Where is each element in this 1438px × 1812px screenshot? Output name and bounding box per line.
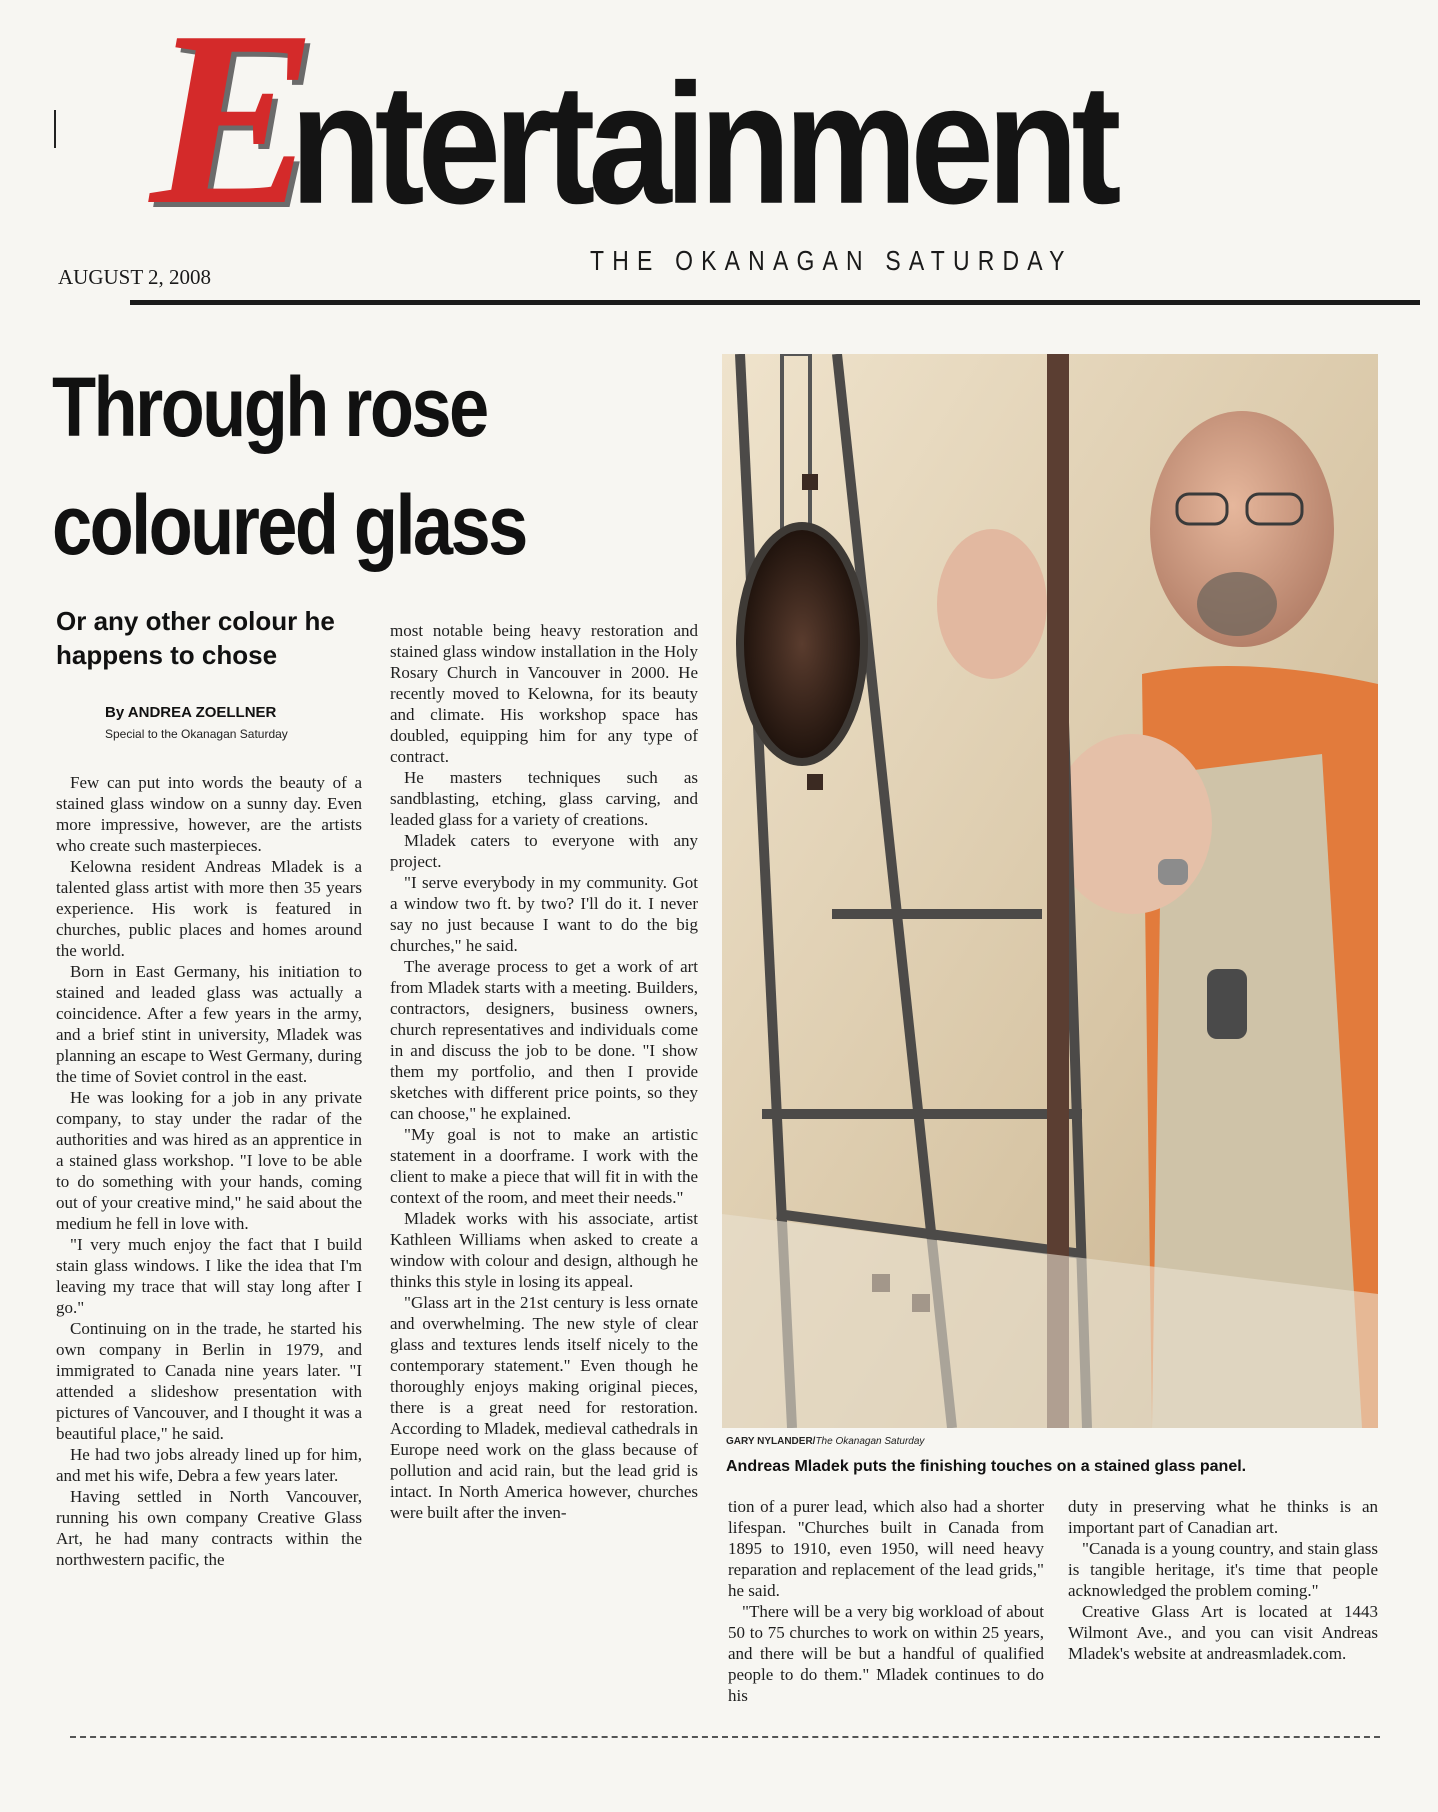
paragraph: The average process to get a work of art from Mladek starts with a meeting. Builders, contractors, designers, business owners, church representatives and individuals come in and discuss the job to be done. "I show them my portfolio, and then I provide sketches with different price points, so they can choose," he explained. <box>390 957 698 1123</box>
paragraph: most notable being heavy restoration and stained glass window installation in the Holy Rosary Church in Vancouver in 2000. He recently moved to Kelowna, for its beauty and climate. His workshop space has doubled, equipping him for any type of contract. <box>390 621 698 766</box>
photo-illustration <box>722 354 1378 1428</box>
paragraph: "I serve everybody in my community. Got a window two ft. by two? I'll do it. I never say no just because I want to do the big churches," he said. <box>390 873 698 955</box>
article-column-3 <box>728 1496 1044 1706</box>
byline-affiliation: Special to the Okanagan Saturday <box>105 727 288 741</box>
paragraph: "There will be a very big workload of about 50 to 75 churches to work on within 25 years, and there will be but a handful of qualified people to do them." Mladek continues to do his <box>728 1602 1044 1705</box>
paragraph: duty in preserving what he thinks is an important part of Canadian art. <box>1068 1497 1378 1537</box>
paragraph: "I very much enjoy the fact that I build stain glass windows. I like the idea that I'm leaving my trace that will stay long after I go." <box>56 1235 362 1317</box>
headline-line-2: coloured glass <box>52 478 526 572</box>
paragraph: He had two jobs already lined up for him, and met his wife, Debra a few years later. <box>56 1445 362 1485</box>
paragraph: Continuing on in the trade, he started his own company in Berlin in 1979, and immigrated to Canada nine years later. "I attended a slideshow presentation with pictures of Vancouver, and I thought it was a beautiful place," he said. <box>56 1319 362 1443</box>
byline: By ANDREA ZOELLNER <box>105 704 277 721</box>
photo-credit-name: GARY NYLANDER/ <box>726 1436 816 1447</box>
headline-line-1: Through rose <box>52 360 487 454</box>
paragraph: Kelowna resident Andreas Mladek is a talented glass artist with more then 35 years experience. His work is featured in churches, public places and homes around the world. <box>56 857 362 960</box>
masthead-area <box>0 0 1438 300</box>
logo-initial: E <box>150 0 317 257</box>
issue-date: AUGUST 2, 2008 <box>58 265 212 289</box>
paragraph: "My goal is not to make an artistic statement in a doorframe. I work with the client to make a piece that will fit in with the context of the room, and meet their needs." <box>390 1125 698 1207</box>
paragraph: Few can put into words the beauty of a stained glass window on a sunny day. Even more impressive, however, are the artists who create such masterpieces. <box>56 773 362 855</box>
article-column-2 <box>390 620 698 1523</box>
paragraph: Born in East Germany, his initiation to stained and leaded glass was actually a coincidence. After a few years in the army, and a brief stint in university, Mladek was planning an escape to West Germany, during the time of Soviet control in the east. <box>56 962 362 1086</box>
paragraph: Mladek works with his associate, artist Kathleen Williams when asked to create a window with colour and design, although he thinks this style in losing its appeal. <box>390 1209 698 1291</box>
paragraph: He was looking for a job in any private company, to stay under the radar of the authorities and was hired as an apprentice in a stained glass workshop. "I love to be able to do something with your hands, coming out of your creative mind," he said about the medium he fell in love with. <box>56 1088 362 1233</box>
paragraph: "Canada is a young country, and stain glass is tangible heritage, it's time that people acknowledged the problem coming." <box>1068 1539 1378 1600</box>
paragraph: Mladek caters to everyone with any project. <box>390 831 698 871</box>
photo-credit-source: The Okanagan Saturday <box>815 1436 925 1447</box>
paragraph: Creative Glass Art is located at 1443 Wilmont Ave., and you can visit Andreas Mladek's website at andreasmladek.com. <box>1068 1602 1378 1663</box>
headline <box>52 348 637 584</box>
masthead-left-rule <box>54 110 56 148</box>
newspaper-name: THE OKANAGAN SATURDAY <box>590 245 1073 276</box>
section-title: ntertainment <box>290 47 1115 240</box>
photo-caption: Andreas Mladek puts the finishing touches on a stained glass panel. <box>726 1458 1247 1475</box>
stained-glass-photo <box>722 354 1378 1428</box>
paragraph: tion of a purer lead, which also had a shorter lifespan. "Churches built in Canada from 1895 to 1910, even 1950, will need heavy reparation and replacement of the lead grids," he said. <box>728 1497 1044 1600</box>
paragraph: "Glass art in the 21st century is less ornate and overwhelming. The new style of clear glass and textures lends itself nicely to the contemporary statement." Even though he thoroughly enjoys making original pieces, there is a great need for restoration. According to Mladek, medieval cathedrals in Europe need work on the glass because of pollution and acid rain, but the lead grid is intact. In North America however, churches were built after the inven- <box>390 1293 698 1522</box>
masthead-rule <box>130 300 1420 305</box>
paragraph: Having settled in North Vancouver, running his own company Creative Glass Art, he had many contracts within the northwestern pacific, the <box>56 1487 362 1569</box>
page-bottom-rule <box>70 1736 1380 1738</box>
article-column-4 <box>1068 1496 1378 1664</box>
subhead: Or any other colour he happens to chose <box>56 606 335 670</box>
article-column-1 <box>56 772 362 1570</box>
photo-credit <box>726 1436 1376 1447</box>
paragraph: He masters techniques such as sandblasting, etching, glass carving, and leaded glass for a variety of creations. <box>390 768 698 829</box>
